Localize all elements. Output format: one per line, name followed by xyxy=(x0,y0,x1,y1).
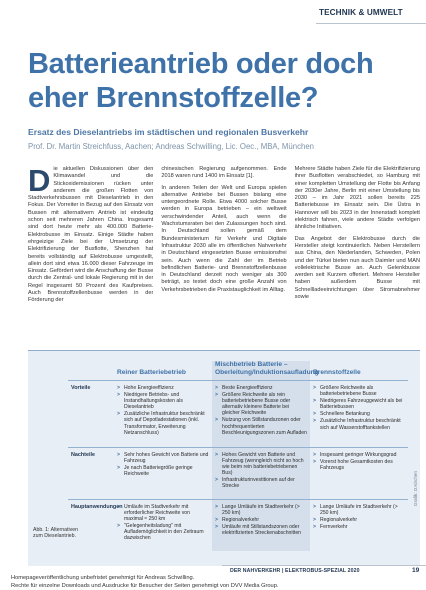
paragraph-text: ie aktuellen Diskussionen über den Klimawandel und die Stickoxidemissionen rücken unter anderem die großen Flotten von Stadtverkehrsbussen mit Dieselantrieb in den Fokus. Der Vorreiter in Bezug auf den Einsatz von Bussen mit alternativem Antrieb ist eindeutig schon seit mehreren Jahren China. Insgesamt sind dort heute mehr als 400.000 Batterie-Elektrobusse im Einsatz. Einige Städte haben ehrgeizige Ziele bei der Umsetzung der Elektrifizierung der Busflotte, Shenzhen hat bereits vollständig auf Elektrobusse umgestellt, allein dort sind etwa 16.000 dieser Fahrzeuge im Einsatz. Gefördert wird die Anschaffung der Busse durch die Zentral- und lokale Regierung mit in der Regel insgesamt 50 Prozent des Kaufpreises. Auch Brennstoffzellenbusse werden in der Förderung der xyxy=(28,166,154,304)
text-column-3 xyxy=(295,166,420,342)
paragraph: Das Angebot der Elektrobusse durch die Hersteller steigt kontinuierlich. Neben Herstellern aus China, den Niederlanden, Schweden, Polen und der Türkei bieten nun auch Daimler und MAN vollelektrische Busse an. Auch Gelenkbusse werden seit Kurzem offeriert. Mehrere Hersteller haben außerdem Busse mit Schnellladeeinrichtungen über Stromabnehmer sowie xyxy=(294,235,420,301)
list-item: > Umläufe im Stadtverkehr mit erforderlicher Reichweite von maximal ≈ 250 km xyxy=(117,504,209,522)
paragraph: In anderen Teilen der Welt und Europa spielen alternative Antriebe bei Bussen bislang eine untergeordnete Rolle. Etwa 4000 solcher Busse werden in Europa betrieben – ein weltweit verschwindender Anteil, auch wenn die Wachstumsraten bei den Zulassungen hoch sind. In Deutschland sollen gemäß dem Bundesministerium für Verkehr und Digitale Infrastruktur 2030 alle im öffentlichen Nahverkehr in Deutschland eingesetzten Busse emissionsfrei sein. Auch wenn die Zahl der im Betrieb befindlichen Batterie- und Brennstoffzellenbusse in Deutschland derzeit noch weniger als 300 beträgt, so testet doch eine große Anzahl von Verkehrsbetrieben die Praxistauglichkeit im Alltag. xyxy=(161,184,287,293)
list-item: > Größere Reichweite als batteriebetriebene Busse xyxy=(313,385,405,397)
bullet-list xyxy=(215,504,307,536)
paragraph: chinesischen Regierung aufgenommen. Ende 2018 waren rund 1400 im Einsatz [1]. xyxy=(161,166,287,180)
list-item: > "Gelegenheitsladung" mit Auflademöglichkeit in den Zeitraum dazwischen xyxy=(117,523,209,541)
text-column-2 xyxy=(161,166,286,342)
bullet-list xyxy=(313,385,405,431)
list-item: > Fernverkehr xyxy=(313,524,405,530)
bullet-list xyxy=(313,504,405,530)
footer-divider xyxy=(222,565,426,566)
list-item: > Insgesamt geringer Wirkungsgrad xyxy=(313,452,405,458)
bullet-list xyxy=(117,385,209,436)
journal-footer: DER NAHVERKEHR | ELEKTROBUS-SPEZIAL 2020 xyxy=(230,568,360,574)
list-item: > Hohe Energieeffizienz xyxy=(117,385,209,391)
column-header: Mischbetrieb Batterie – Oberleitung/Induktionsaufladung xyxy=(212,361,310,381)
list-item: > Zusätzliche Infrastruktur beschränkt sich auf Depotladestationen (inkl. Transformator, Erweiterung Netzanschluss) xyxy=(117,411,209,435)
comparison-table xyxy=(68,361,408,551)
bullet-list xyxy=(215,452,307,490)
list-item: > Niedrigere Betriebs- und Instandhaltungskosten als Dieselantrieb xyxy=(117,392,209,410)
row-label: Nachteile xyxy=(68,447,114,499)
table-corner xyxy=(68,361,114,381)
list-item: > Schnellere Betankung xyxy=(313,411,405,417)
figure-caption: Abb. 1: Alternativen zum Dieselantrieb. xyxy=(33,527,78,540)
list-item: > Vorerst hohe Gesamtkosten des Fahrzeugs xyxy=(313,459,405,471)
paragraph xyxy=(28,166,153,305)
table-cell xyxy=(114,447,212,499)
column-header: Reiner Batteriebetrieb xyxy=(117,369,186,376)
table-row xyxy=(68,447,408,499)
table-cell xyxy=(212,499,310,551)
row-label: Vorteile xyxy=(68,381,114,448)
drop-cap: D xyxy=(28,166,51,198)
article-body xyxy=(28,166,420,342)
table-cell xyxy=(310,499,408,551)
table-cell xyxy=(212,447,310,499)
table-cell xyxy=(212,381,310,448)
list-item: > Größere Reichweite als rein batteriebetriebene Busse oder alternativ kleinere Batterie bei gleicher Reichweite xyxy=(215,392,307,416)
bullet-list xyxy=(313,452,405,471)
section-label: TECHNIK & UMWELT xyxy=(316,0,426,24)
bullet-list xyxy=(117,452,209,477)
row-label: Hauptanwendungen xyxy=(68,499,114,551)
list-item: > Lange Umläufe im Stadtverkehr (> 250 km) xyxy=(313,504,405,516)
list-item: > Beste Energieeffizienz xyxy=(215,385,307,391)
table-row xyxy=(68,381,408,448)
bullet-list xyxy=(215,385,307,436)
rights-notice xyxy=(11,574,421,590)
list-item: > Nutzung von Stillstandszonen oder hochfrequentierten Beschleunigungszonen zum Aufladen xyxy=(215,417,307,435)
column-header: Brennstoffzelle xyxy=(313,369,361,376)
comparison-figure xyxy=(28,350,420,566)
table-row xyxy=(68,499,408,551)
bullet-list xyxy=(117,504,209,542)
text-column-1 xyxy=(28,166,153,342)
article-title: Batterieantrieb oder doch eher Brennstoffzelle? xyxy=(28,48,374,114)
paragraph: Mehrere Städte haben Ziele für die Elektrifizierung ihrer Busflotten verabschiedet, so Hamburg mit einer kompletten Umstellung der Flotte bis Anfang der 2030er Jahre, Berlin mit einer Umstellung bis 2030 – im Jahr 2021 sollen bereits 225 Batteriebusse im Einsatz sein. Die Üstra in Hannover will bis 2023 in der Innenstadt komplett elektrisch fahren, viele andere Städte verfolgen ähnliche Initiativen. xyxy=(294,166,420,231)
list-item: > Niedrigeres Fahrzeuggewicht als bei Batteriebussen xyxy=(313,398,405,410)
notice-line: Homepageveröffentlichung unbefristet genehmigt für Andreas Schwilling. xyxy=(11,575,195,581)
list-item: > Hohes Gewicht von Batterie und Fahrzeug (wenngleich nicht so hoch wie beim rein batteriebetriebenen Bus) xyxy=(215,452,307,476)
table-cell xyxy=(114,499,212,551)
page-number: 19 xyxy=(412,567,420,574)
article-subtitle: Ersatz des Dieselantriebs im städtischen und regionalen Busverkehr xyxy=(28,127,309,137)
article-authors: Prof. Dr. Martin Streichfuss, Aachen; Andreas Schwilling, Lic. Oec., MBA, München xyxy=(28,142,315,151)
list-item: > Lange Umläufe im Stadtverkehr (> 250 km) xyxy=(215,504,307,516)
notice-line: Rechte für einzelne Downloads und Ausdrucke für Besucher der Seiten genehmigt von DVV Media Group. xyxy=(11,583,279,589)
list-item: > Sehr hohes Gewicht von Batterie und Fahrzeug xyxy=(117,452,209,464)
table-cell xyxy=(310,447,408,499)
list-item: > Infrastrukturinvestitionen auf der Strecke xyxy=(215,477,307,489)
table-body xyxy=(68,381,408,552)
figure-credit: Grafik: D.Kirchen xyxy=(413,471,418,506)
list-item: > Regionalverkehr xyxy=(313,517,405,523)
list-item: > Umläufe mit Stillstandszonen oder elektrifizierten Streckenabschnitten xyxy=(215,524,307,536)
table-cell xyxy=(114,381,212,448)
list-item: > Je nach Batteriegröße geringe Reichweite xyxy=(117,465,209,477)
table-cell xyxy=(310,381,408,448)
list-item: > Zusätzliche Infrastruktur beschränkt sich auf Wasserstofftankstellen xyxy=(313,418,405,430)
list-item: > Regionalverkehr xyxy=(215,517,307,523)
